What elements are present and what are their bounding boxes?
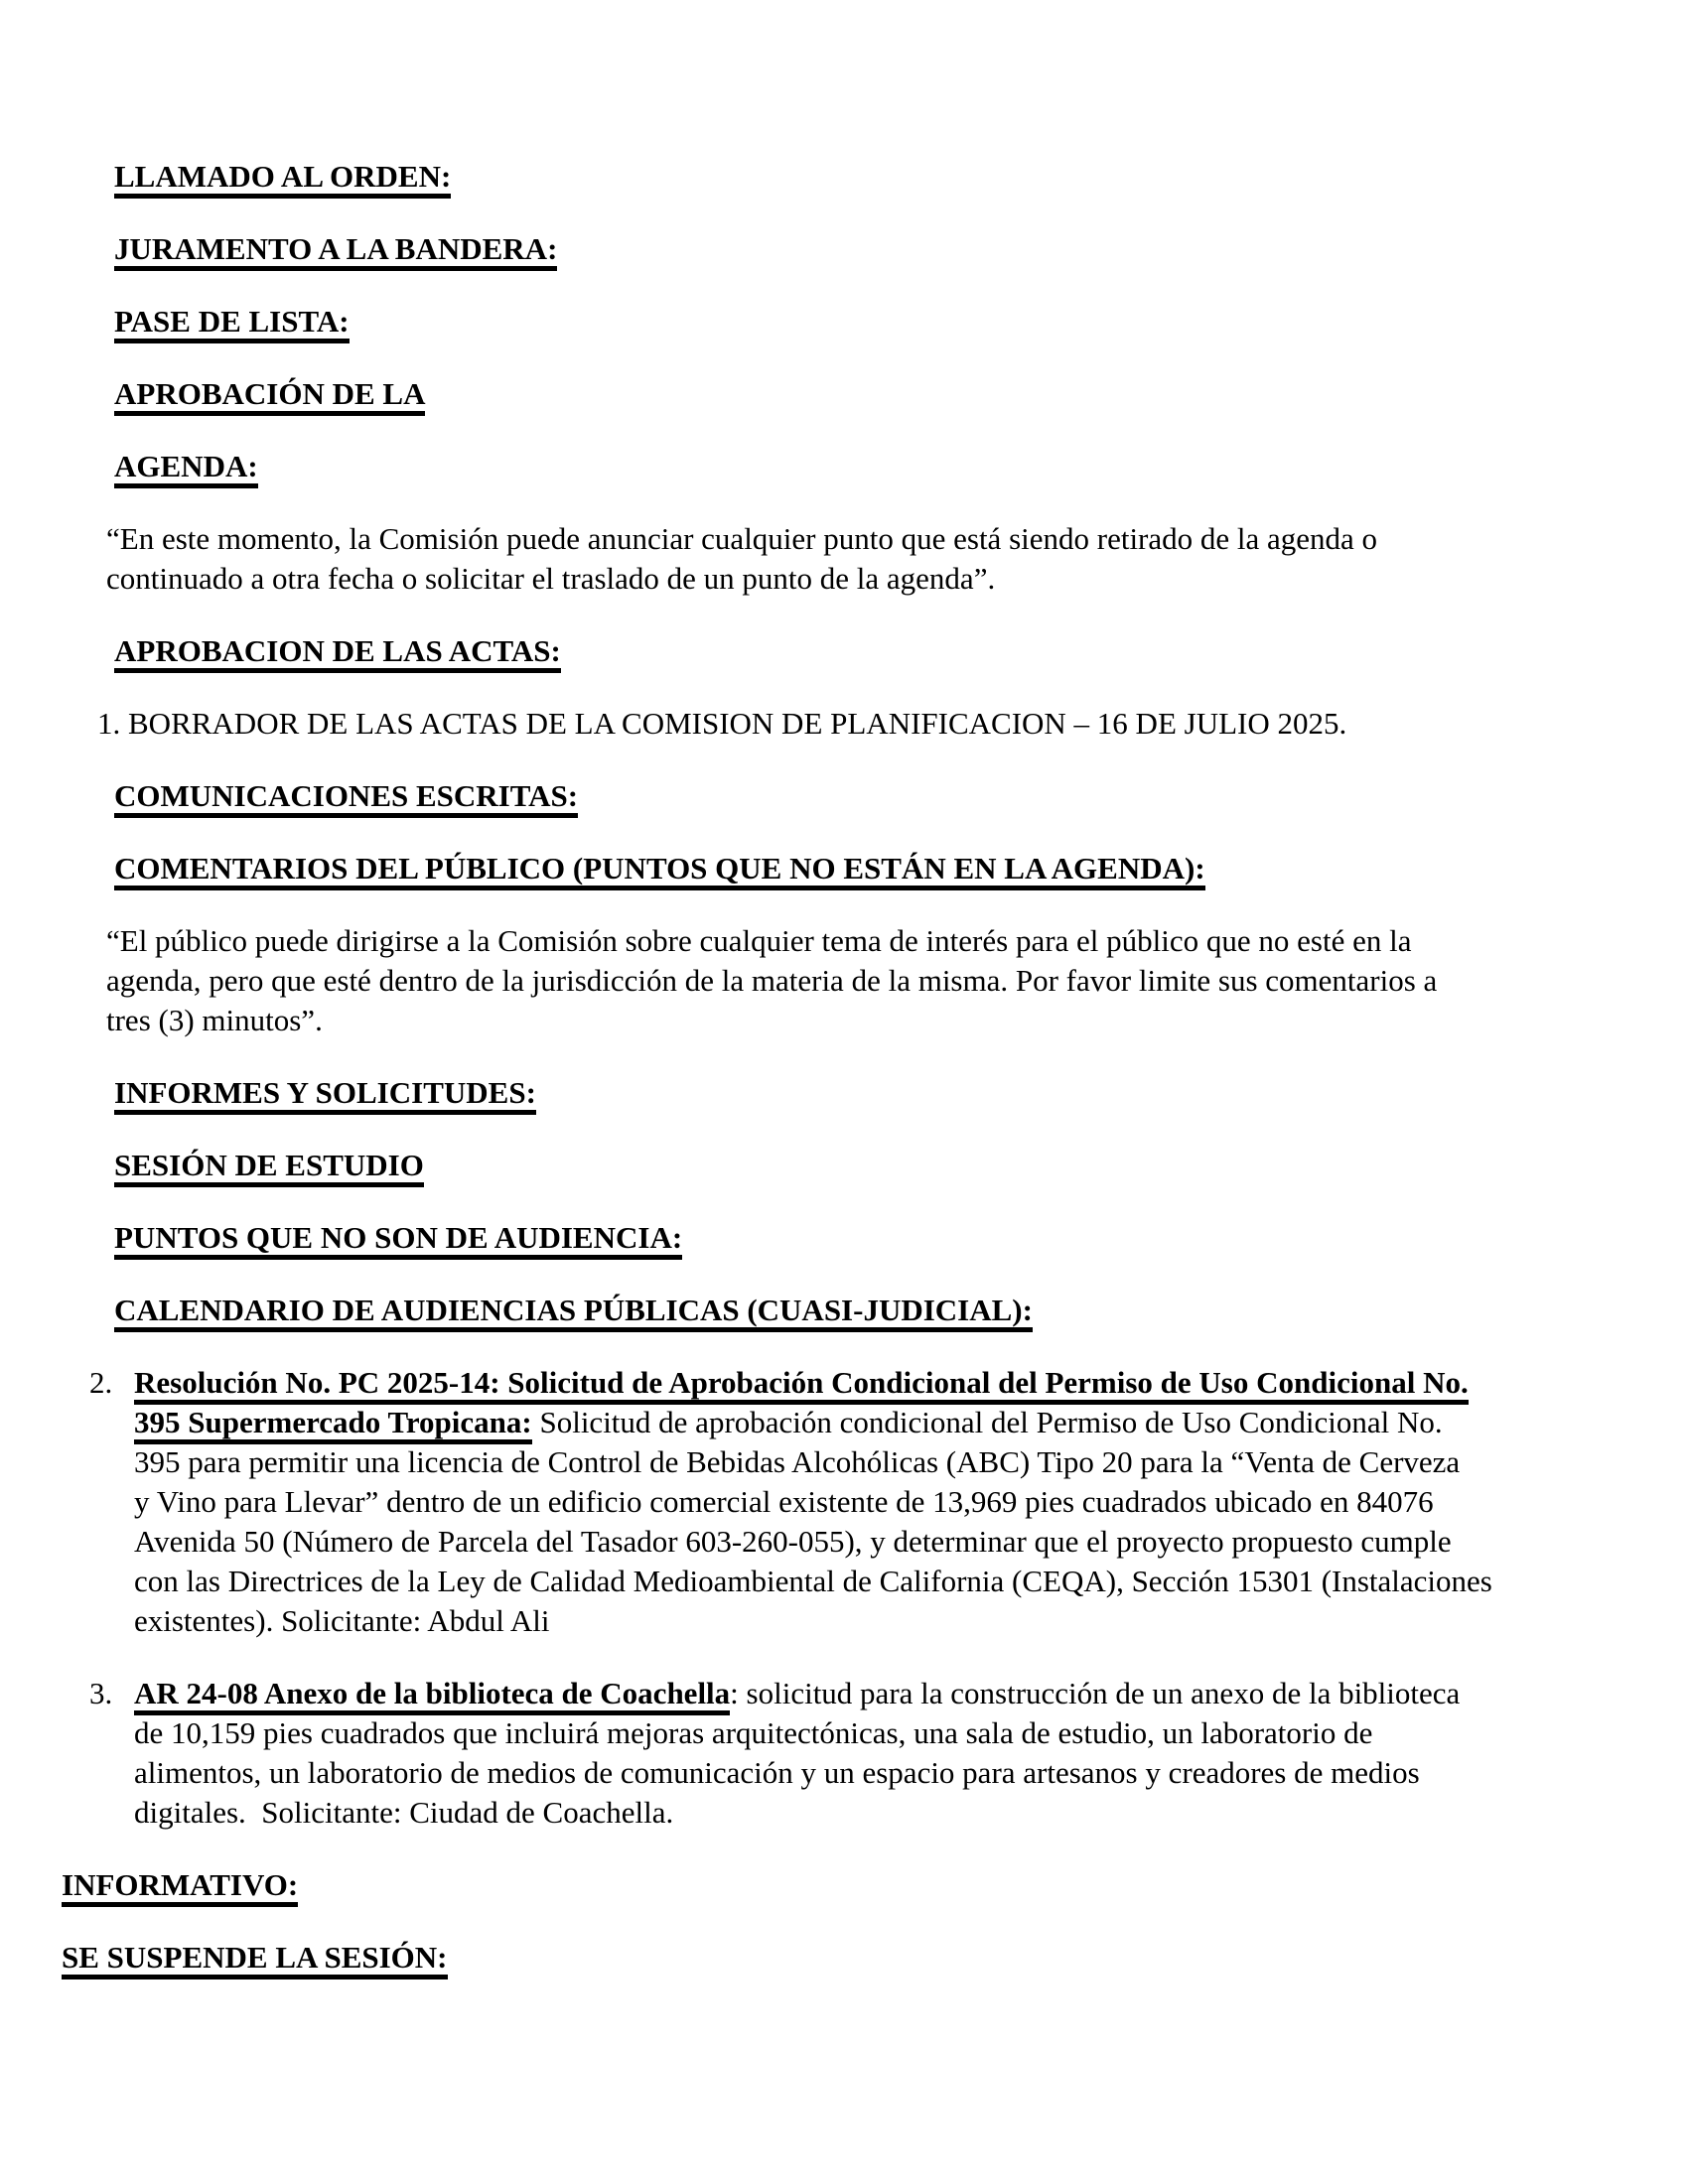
heading-call-to-order [114,157,1599,197]
heading-written-communications [114,776,1599,816]
text-line: continuado a otra fecha o solicitar el traslado de un punto de la agenda”. [106,561,996,596]
heading-call-to-order-text: LLAMADO AL ORDEN: [114,159,451,199]
heading-agenda-approval-line1 [114,374,1599,414]
text-line [134,1403,1599,1442]
text-line: “El público puede dirigirse a la Comisión sobre cualquier tema de interés para el público que no esté en la [106,923,1412,958]
text-line [134,1713,1599,1753]
agenda-item-3-body [134,1674,1599,1833]
text-line [134,1674,1599,1713]
text-line [134,1442,1599,1482]
text-line: tres (3) minutos”. [106,1003,323,1037]
heading-minutes-approval [114,631,1599,671]
public-comments-note-paragraph [106,921,1599,1040]
regular-text: Avenida 50 (Número de Parcela del Tasador 603-260-055), y determinar que el proyecto propuesto cumple [134,1524,1452,1559]
regular-text: Solicitud de aprobación condicional del Permiso de Uso Condicional No. [531,1405,1443,1439]
heading-minutes-approval-text: APROBACION DE LAS ACTAS: [114,633,561,673]
heading-public-hearing-calendar [114,1291,1599,1330]
heading-adjournment-text: SE SUSPENDE LA SESIÓN: [62,1940,448,1979]
text-line [134,1522,1599,1562]
heading-written-communications-text: COMUNICACIONES ESCRITAS: [114,778,578,818]
heading-public-hearing-calendar-text: CALENDARIO DE AUDIENCIAS PÚBLICAS (CUASI-JUDICIAL): [114,1293,1033,1332]
text-line [134,1601,1599,1641]
minutes-item [97,704,1599,744]
agenda-item-2 [89,1363,1599,1641]
agenda-note-paragraph [106,519,1599,599]
heading-adjournment [62,1938,1599,1978]
text-line [134,1753,1599,1793]
heading-agenda-approval-line2 [114,447,1599,486]
text-line: “En este momento, la Comisión puede anunciar cualquier punto que está siendo retirado de la agenda o [106,521,1378,556]
regular-text: con las Directrices de la Ley de Calidad Medioambiental de California (CEQA), Sección 15301 (Instalaciones [134,1564,1492,1598]
regular-text: de 10,159 pies cuadrados que incluirá mejoras arquitectónicas, una sala de estudio, un laboratorio de [134,1715,1373,1750]
heading-study-session [114,1146,1599,1185]
heading-non-hearing-items [114,1218,1599,1258]
bold-underlined-text: 395 Supermercado Tropicana: [134,1405,532,1444]
regular-text: y Vino para Llevar” dentro de un edificio comercial existente de 13,969 pies cuadrados ubicado en 84076 [134,1484,1434,1519]
regular-text: 395 para permitir una licencia de Control de Bebidas Alcohólicas (ABC) Tipo 20 para la “Venta de Cerveza [134,1444,1461,1479]
heading-study-session-text: SESIÓN DE ESTUDIO [114,1148,424,1187]
heading-pledge-of-allegiance-text: JURAMENTO A LA BANDERA: [114,231,557,271]
text-line [134,1562,1599,1601]
text-line [134,1793,1599,1833]
heading-non-hearing-items-text: PUNTOS QUE NO SON DE AUDIENCIA: [114,1220,682,1260]
heading-informational-text: INFORMATIVO: [62,1867,298,1907]
heading-reports-requests [114,1073,1599,1113]
heading-pledge-of-allegiance [114,229,1599,269]
heading-roll-call-text: PASE DE LISTA: [114,304,350,343]
heading-agenda-approval-line1-text: APROBACIÓN DE LA [114,376,425,416]
text-line: agenda, pero que esté dentro de la jurisdicción de la materia de la misma. Por favor limite sus comentarios a [106,963,1438,998]
heading-informational [62,1865,1599,1905]
agenda-item-2-number: 2. [89,1365,113,1400]
text-line [134,1482,1599,1522]
heading-agenda-approval-line2-text: AGENDA: [114,449,258,488]
agenda-item-3 [89,1674,1599,1833]
heading-public-comments-text: COMENTARIOS DEL PÚBLICO (PUNTOS QUE NO ESTÁN EN LA AGENDA): [114,851,1205,890]
agenda-item-2-body [134,1363,1599,1641]
regular-text: existentes). Solicitante: Abdul Ali [134,1603,550,1638]
regular-text: alimentos, un laboratorio de medios de comunicación y un espacio para artesanos y creadores de medios [134,1755,1420,1790]
heading-public-comments [114,849,1599,888]
regular-text: : solicitud para la construcción de un anexo de la biblioteca [730,1676,1461,1710]
heading-reports-requests-text: INFORMES Y SOLICITUDES: [114,1075,536,1115]
text-line [134,1363,1599,1403]
bold-underlined-text: Resolución No. PC 2025-14: Solicitud de Aprobación Condicional del Permiso de Uso Condicional No. [134,1365,1469,1405]
agenda-item-3-number: 3. [89,1676,113,1710]
minutes-item-text: 1. BORRADOR DE LAS ACTAS DE LA COMISION DE PLANIFICACION – 16 DE JULIO 2025. [97,706,1347,741]
bold-underlined-text: AR 24-08 Anexo de la biblioteca de Coachella [134,1676,730,1715]
regular-text: digitales. Solicitante: Ciudad de Coachella. [134,1795,674,1830]
heading-roll-call [114,302,1599,341]
